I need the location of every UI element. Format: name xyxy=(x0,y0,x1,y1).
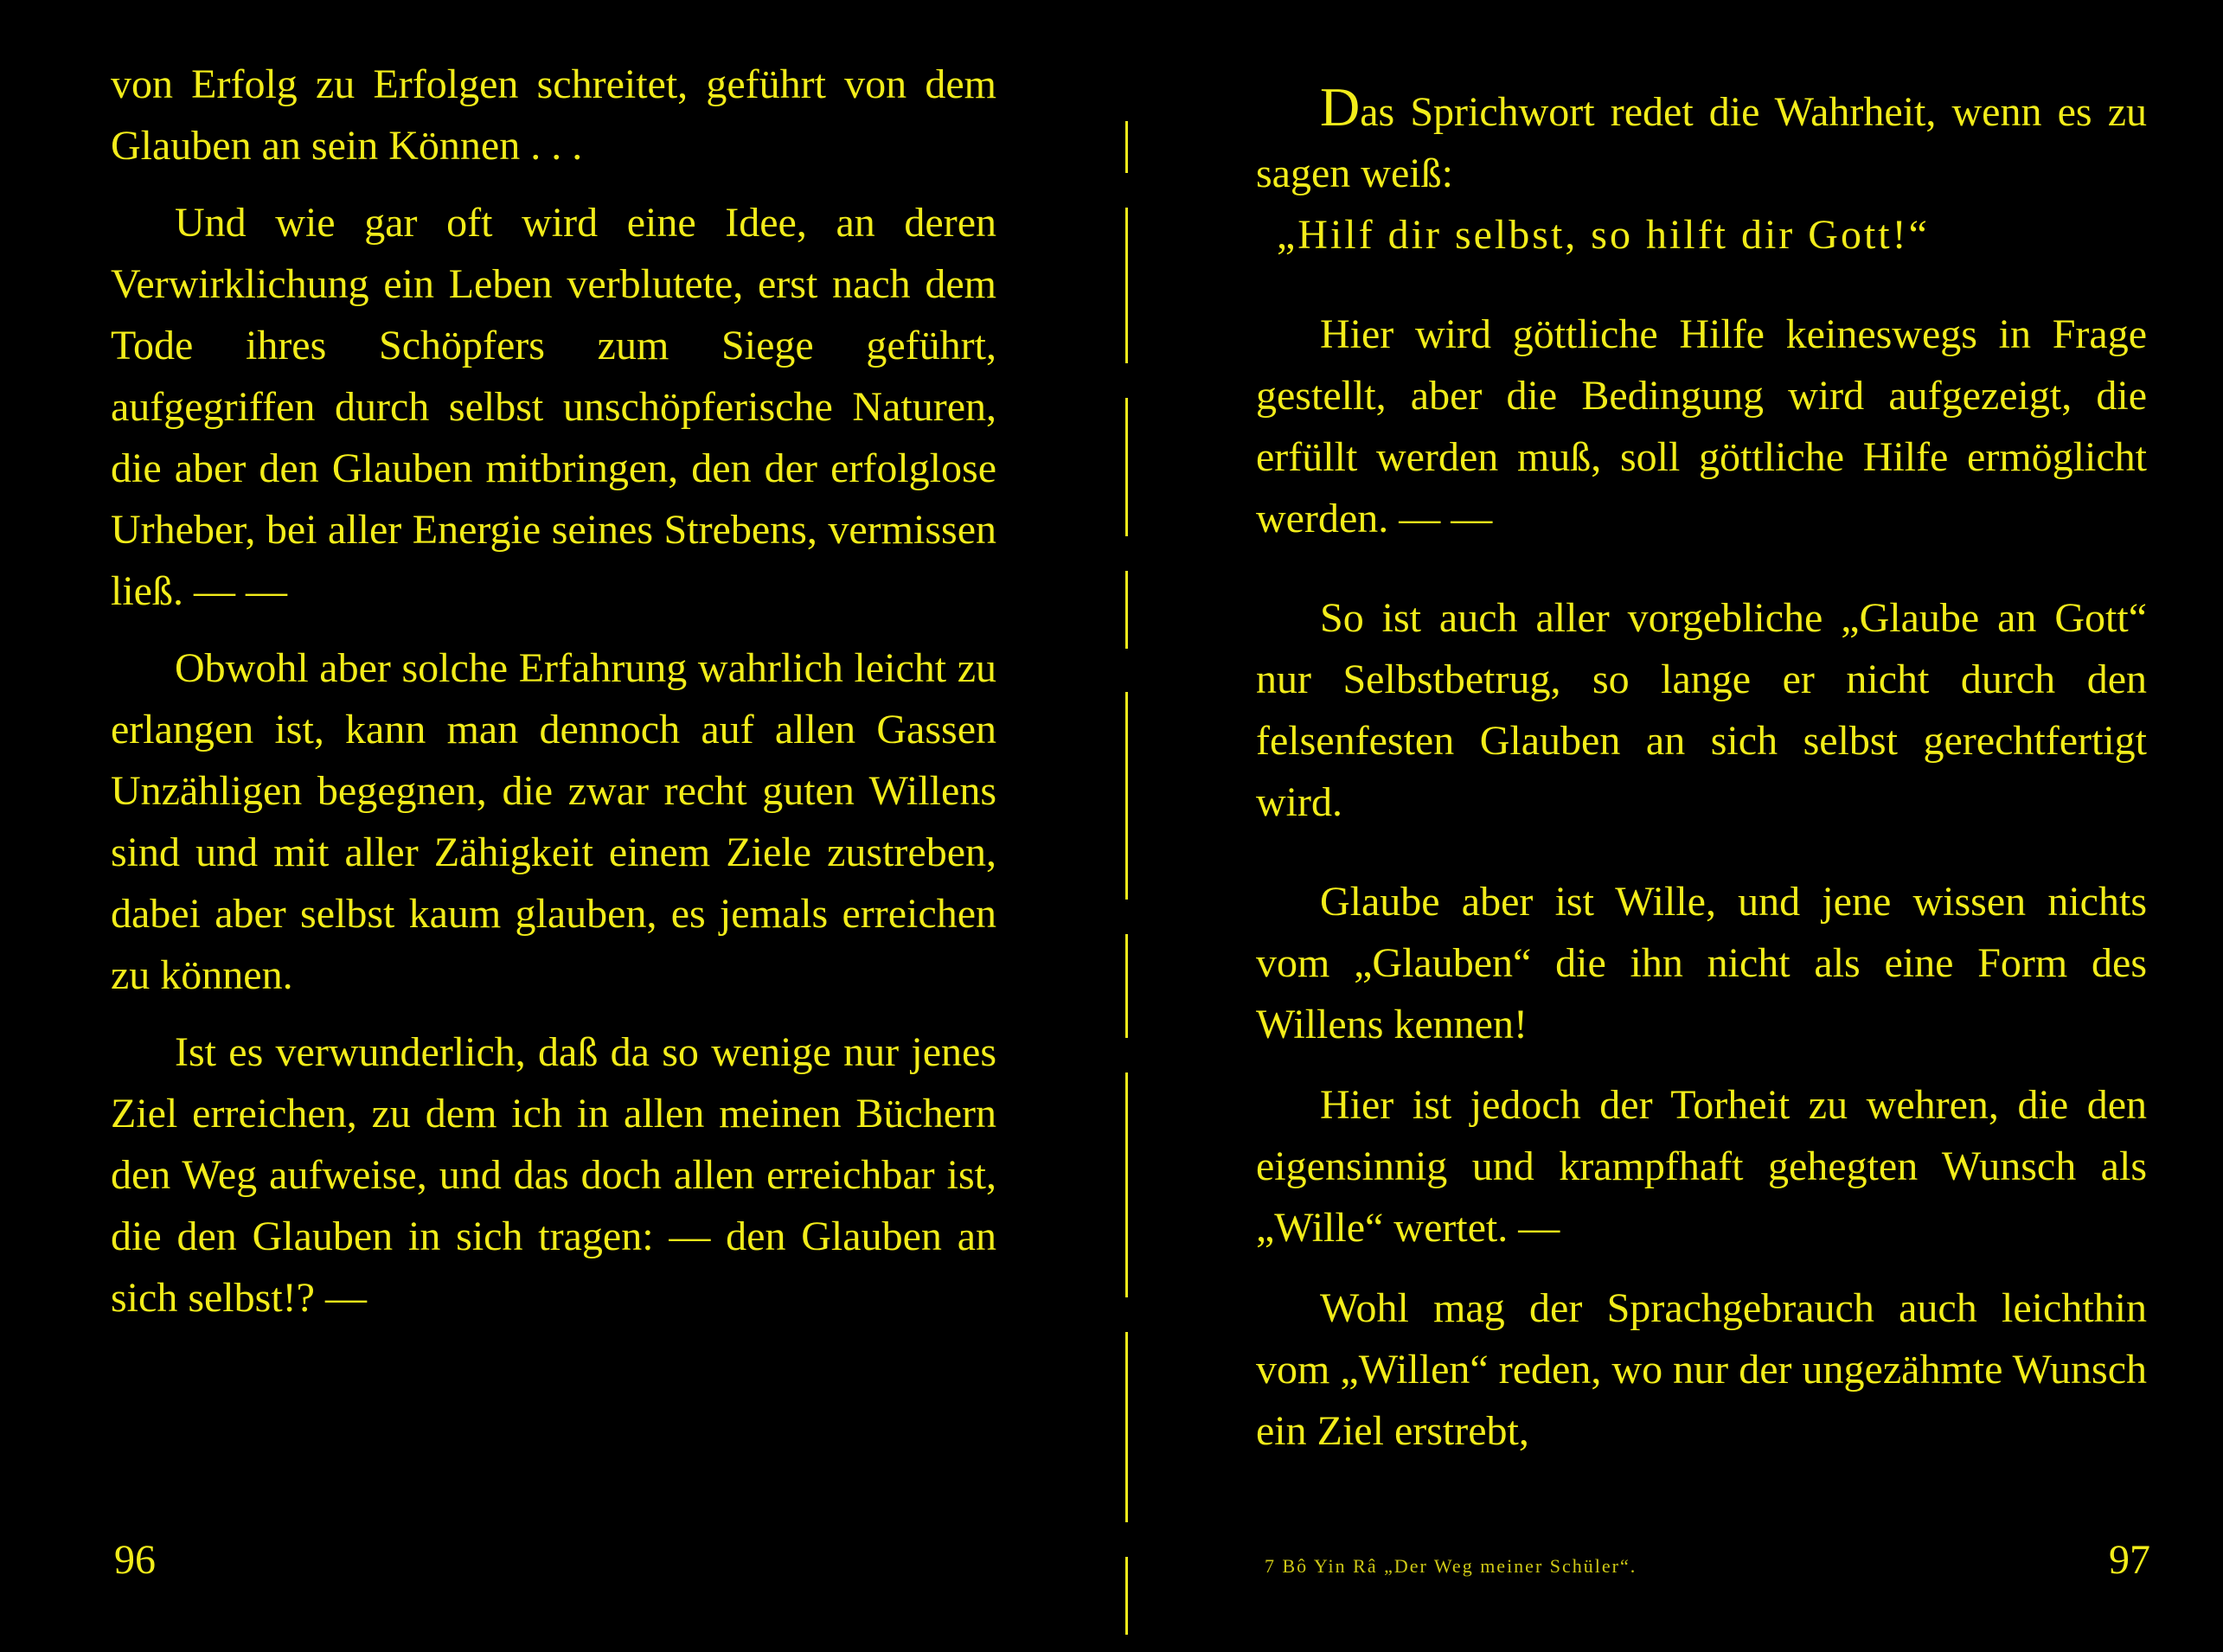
book-gutter xyxy=(1121,104,1133,1652)
left-page-text xyxy=(111,54,996,1329)
opening-initial: D xyxy=(1320,76,1361,138)
right-opening-paragraph xyxy=(1256,76,2147,266)
right-paragraph-4: Hier ist jedoch der Torheit zu wehren, die den eigensinnig und krampfhaft gehegten Wunsch als „Wille“ wertet. — xyxy=(1256,1082,2147,1251)
right-paragraph-1: Hier wird göttliche Hilfe keineswegs in Frage gestellt, aber die Bedingung wird aufgezeigt, die erfüllt werden muß, soll göttliche Hilfe ermöglicht werden. — — xyxy=(1256,311,2147,541)
left-paragraph-2: Und wie gar oft wird eine Idee, an deren Verwirklichung ein Leben verblutete, erst nach dem Tode ihres Schöpfers zum Siege geführt, aufgegriffen durch selbst unschöpferische Naturen, die aber den Glauben mitbringen, den der erfolglose Urheber, bei aller Energie seines Strebens, vermissen ließ. — — xyxy=(111,200,996,614)
right-paragraph-2: So ist auch aller vorgebliche „Glaube an Gott“ nur Selbstbetrug, so lange er nicht durch den felsenfesten Glauben an sich selbst gerechtfertigt wird. xyxy=(1256,595,2147,825)
left-paragraph-1: von Erfolg zu Erfolgen schreitet, geführt von dem Glauben an sein Können . . . xyxy=(111,61,996,169)
left-paragraph-3: Obwohl aber solche Erfahrung wahrlich leicht zu erlangen ist, kann man dennoch auf allen Gassen Unzähligen begegnen, die zwar recht guten Willens sind und mit aller Zähigkeit einem Ziele zustreben, dabei aber selbst kaum glauben, es jemals erreichen zu können. xyxy=(111,645,996,998)
left-paragraph-4: Ist es verwunderlich, daß da so wenige nur jenes Ziel erreichen, zu dem ich in allen meinen Büchern den Weg aufweise, und das doch allen erreichbar ist, die den Glauben in sich tragen: — den Glauben an sich selbst!? — xyxy=(111,1029,996,1321)
printer-signature: 7 Bô Yin Râ „Der Weg meiner Schüler“. xyxy=(1265,1555,1637,1577)
right-page-number: 97 xyxy=(2109,1537,2150,1583)
right-paragraph-3: Glaube aber ist Wille, und jene wissen nichts vom „Glauben“ die ihn nicht als eine Form des Willens kennen! xyxy=(1256,879,2147,1047)
opening-text: as Sprichwort redet die Wahrheit, wenn es zu sagen weiß: xyxy=(1256,89,2147,196)
left-page-number: 96 xyxy=(114,1537,156,1583)
right-paragraph-5: Wohl mag der Sprachgebrauch auch leichthin vom „Willen“ reden, wo nur der ungezähmte Wunsch ein Ziel erstrebt, xyxy=(1256,1285,2147,1454)
right-page-text xyxy=(1256,76,2147,1462)
proverb-motto: „Hilf dir selbst, so hilft dir Gott!“ xyxy=(1277,212,1930,258)
